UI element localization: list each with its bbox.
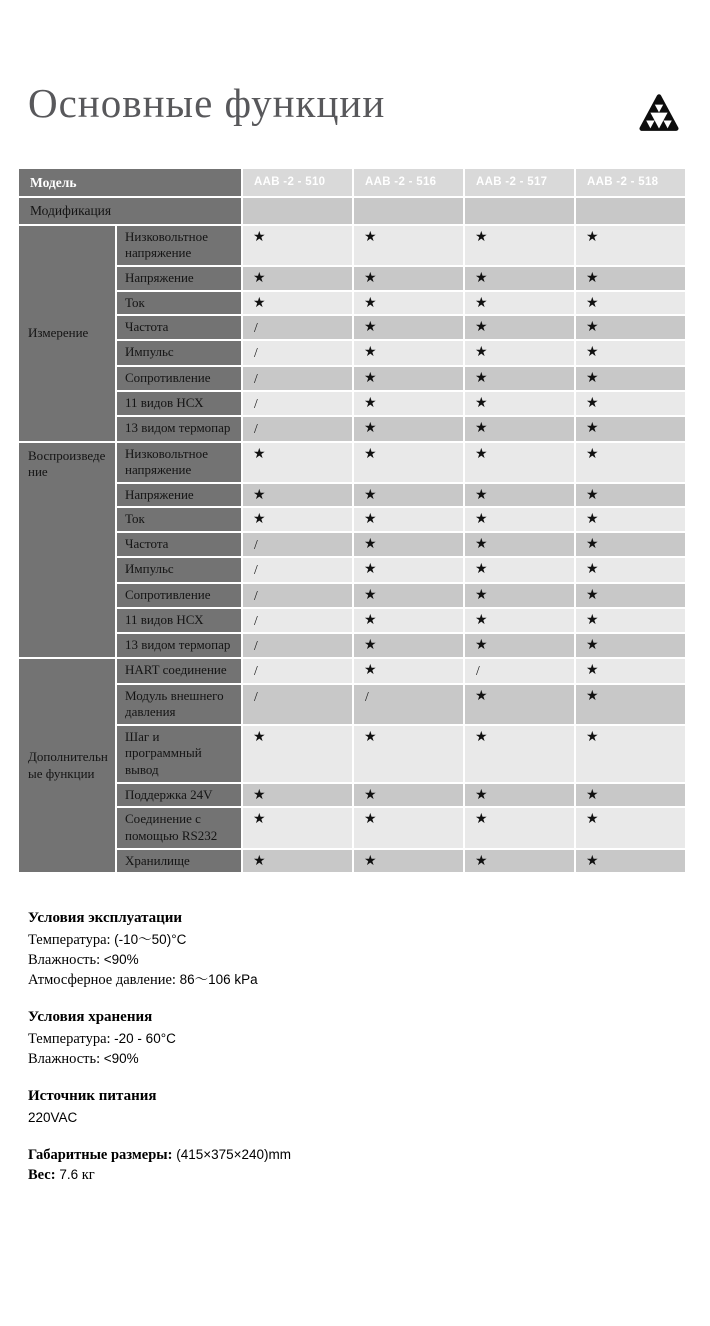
feature-available-cell: ★ bbox=[576, 558, 685, 581]
feature-available-cell: ★ bbox=[465, 417, 574, 440]
feature-unavailable-cell: / bbox=[243, 367, 352, 390]
modification-row-label: Модификация bbox=[19, 198, 241, 223]
feature-available-cell: ★ bbox=[576, 226, 685, 265]
feature-available-cell: ★ bbox=[465, 292, 574, 315]
spec-table bbox=[17, 167, 687, 874]
footer-line bbox=[28, 970, 710, 990]
table-row bbox=[19, 367, 685, 390]
feature-label: Напряжение bbox=[117, 267, 241, 290]
feature-label: 13 видом термопар bbox=[117, 634, 241, 657]
footer-text-segment: -20 - 60°C bbox=[114, 1031, 176, 1047]
feature-label: Импульс bbox=[117, 341, 241, 364]
table-row bbox=[19, 267, 685, 290]
feature-available-cell: ★ bbox=[243, 484, 352, 507]
feature-available-cell: ★ bbox=[465, 533, 574, 556]
feature-label: Частота bbox=[117, 533, 241, 556]
footer-text-segment: Атмосферное давление: bbox=[28, 972, 180, 989]
feature-available-cell: ★ bbox=[354, 508, 463, 531]
feature-available-cell: ★ bbox=[354, 634, 463, 657]
table-row bbox=[19, 341, 685, 364]
feature-available-cell: ★ bbox=[465, 726, 574, 782]
model-column-header: AAB -2 - 518 bbox=[576, 169, 685, 196]
feature-available-cell: ★ bbox=[354, 609, 463, 632]
feature-available-cell: ★ bbox=[354, 558, 463, 581]
feature-available-cell: ★ bbox=[576, 392, 685, 415]
feature-available-cell: ★ bbox=[354, 484, 463, 507]
feature-available-cell: ★ bbox=[465, 609, 574, 632]
table-row bbox=[19, 659, 685, 682]
table-row bbox=[19, 784, 685, 807]
modification-row bbox=[19, 198, 685, 223]
feature-label: 11 видов НСХ bbox=[117, 392, 241, 415]
feature-available-cell: ★ bbox=[576, 443, 685, 482]
feature-unavailable-cell: / bbox=[243, 558, 352, 581]
feature-unavailable-cell: / bbox=[243, 584, 352, 607]
footer-block bbox=[28, 908, 710, 990]
footer-text-segment: 86～106 kPa bbox=[179, 972, 258, 988]
company-logo-icon bbox=[638, 93, 680, 133]
feature-unavailable-cell: / bbox=[243, 634, 352, 657]
feature-label: Соединение с помощью RS232 bbox=[117, 808, 241, 847]
feature-available-cell: ★ bbox=[243, 850, 352, 873]
footer-heading: Условия хранения bbox=[28, 1009, 153, 1026]
feature-available-cell: ★ bbox=[576, 584, 685, 607]
table-row bbox=[19, 850, 685, 873]
feature-unavailable-cell: / bbox=[243, 341, 352, 364]
footer-line bbox=[28, 1108, 710, 1128]
group-label: Воспроизведение bbox=[19, 443, 115, 658]
feature-available-cell: ★ bbox=[576, 292, 685, 315]
feature-available-cell: ★ bbox=[354, 267, 463, 290]
feature-available-cell: ★ bbox=[243, 784, 352, 807]
feature-available-cell: ★ bbox=[465, 226, 574, 265]
footer-text-segment: Вес: bbox=[28, 1167, 56, 1184]
feature-available-cell: ★ bbox=[354, 533, 463, 556]
feature-label: Поддержка 24V bbox=[117, 784, 241, 807]
footer bbox=[28, 908, 710, 1185]
feature-available-cell: ★ bbox=[576, 267, 685, 290]
footer-text-segment: Влажность: bbox=[28, 952, 104, 969]
footer-line bbox=[28, 950, 710, 970]
feature-label: Сопротивление bbox=[117, 584, 241, 607]
table-row bbox=[19, 292, 685, 315]
feature-available-cell: ★ bbox=[354, 726, 463, 782]
feature-available-cell: ★ bbox=[354, 659, 463, 682]
feature-available-cell: ★ bbox=[354, 341, 463, 364]
feature-available-cell: ★ bbox=[465, 634, 574, 657]
footer-text-segment: Температура: bbox=[28, 932, 115, 949]
feature-available-cell: ★ bbox=[354, 392, 463, 415]
feature-available-cell: ★ bbox=[354, 850, 463, 873]
table-row bbox=[19, 392, 685, 415]
feature-available-cell: ★ bbox=[576, 508, 685, 531]
modification-value-cell bbox=[243, 198, 352, 223]
feature-available-cell: ★ bbox=[576, 726, 685, 782]
feature-available-cell: ★ bbox=[243, 226, 352, 265]
footer-text-segment: <90% bbox=[103, 952, 139, 968]
model-column-header: AAB -2 - 517 bbox=[465, 169, 574, 196]
feature-available-cell: ★ bbox=[354, 292, 463, 315]
feature-available-cell: ★ bbox=[465, 850, 574, 873]
feature-available-cell: ★ bbox=[465, 392, 574, 415]
feature-label: Сопротивление bbox=[117, 367, 241, 390]
footer-line bbox=[28, 1145, 710, 1165]
feature-available-cell: ★ bbox=[243, 267, 352, 290]
feature-available-cell: ★ bbox=[354, 226, 463, 265]
feature-available-cell: ★ bbox=[354, 316, 463, 339]
footer-line bbox=[28, 1049, 710, 1069]
table-row bbox=[19, 558, 685, 581]
feature-label: Напряжение bbox=[117, 484, 241, 507]
feature-available-cell: ★ bbox=[576, 417, 685, 440]
footer-block bbox=[28, 1007, 710, 1069]
feature-label: Импульс bbox=[117, 558, 241, 581]
feature-available-cell: ★ bbox=[576, 609, 685, 632]
table-row bbox=[19, 609, 685, 632]
group-label: Дополнительные функции bbox=[19, 659, 115, 872]
feature-available-cell: ★ bbox=[354, 784, 463, 807]
feature-unavailable-cell: / bbox=[243, 685, 352, 724]
table-row bbox=[19, 226, 685, 265]
feature-available-cell: ★ bbox=[576, 634, 685, 657]
feature-label: Модуль внешнего давления bbox=[117, 685, 241, 724]
modification-value-cell bbox=[576, 198, 685, 223]
feature-available-cell: ★ bbox=[243, 508, 352, 531]
table-row bbox=[19, 484, 685, 507]
footer-block bbox=[28, 1145, 710, 1185]
feature-available-cell: ★ bbox=[576, 784, 685, 807]
feature-label: Низковольтное напряжение bbox=[117, 226, 241, 265]
feature-available-cell: ★ bbox=[354, 443, 463, 482]
feature-unavailable-cell: / bbox=[243, 659, 352, 682]
feature-unavailable-cell: / bbox=[243, 417, 352, 440]
footer-text-segment: 7.6 bbox=[55, 1167, 79, 1183]
footer-line bbox=[28, 930, 710, 950]
footer-line bbox=[28, 1165, 710, 1185]
feature-label: HART соединение bbox=[117, 659, 241, 682]
table-row bbox=[19, 417, 685, 440]
model-row-label: Модель bbox=[19, 169, 241, 196]
table-row bbox=[19, 685, 685, 724]
feature-label: Ток bbox=[117, 508, 241, 531]
feature-available-cell: ★ bbox=[354, 584, 463, 607]
page bbox=[0, 80, 710, 1326]
feature-unavailable-cell: / bbox=[243, 609, 352, 632]
feature-label: Хранилище bbox=[117, 850, 241, 873]
feature-available-cell: ★ bbox=[576, 659, 685, 682]
feature-available-cell: ★ bbox=[465, 484, 574, 507]
feature-available-cell: ★ bbox=[465, 558, 574, 581]
footer-text-segment: кг bbox=[78, 1167, 95, 1184]
feature-available-cell: ★ bbox=[465, 808, 574, 847]
feature-available-cell: ★ bbox=[354, 367, 463, 390]
model-column-header: AAB -2 - 510 bbox=[243, 169, 352, 196]
feature-unavailable-cell: / bbox=[354, 685, 463, 724]
feature-unavailable-cell: / bbox=[243, 316, 352, 339]
feature-available-cell: ★ bbox=[576, 484, 685, 507]
feature-available-cell: ★ bbox=[354, 417, 463, 440]
feature-unavailable-cell: / bbox=[243, 533, 352, 556]
modification-value-cell bbox=[465, 198, 574, 223]
feature-available-cell: ★ bbox=[576, 808, 685, 847]
table-row bbox=[19, 316, 685, 339]
footer-block bbox=[28, 1086, 710, 1128]
page-title: Основные функции bbox=[28, 80, 386, 126]
footer-text-segment: (-10～50)°C bbox=[114, 932, 187, 948]
feature-available-cell: ★ bbox=[243, 726, 352, 782]
footer-text-segment: Температура: bbox=[28, 1031, 115, 1048]
feature-available-cell: ★ bbox=[576, 367, 685, 390]
feature-available-cell: ★ bbox=[465, 443, 574, 482]
feature-available-cell: ★ bbox=[243, 808, 352, 847]
footer-text-segment: <90% bbox=[103, 1051, 139, 1067]
model-column-header: AAB -2 - 516 bbox=[354, 169, 463, 196]
table-row bbox=[19, 508, 685, 531]
feature-available-cell: ★ bbox=[576, 341, 685, 364]
feature-label: 13 видом термопар bbox=[117, 417, 241, 440]
footer-heading: Источник питания bbox=[28, 1088, 157, 1105]
table-header-row bbox=[19, 169, 685, 196]
footer-text-segment: (415×375×240)mm bbox=[172, 1147, 292, 1163]
table-row bbox=[19, 726, 685, 782]
feature-available-cell: ★ bbox=[576, 685, 685, 724]
table-row bbox=[19, 533, 685, 556]
feature-available-cell: ★ bbox=[465, 685, 574, 724]
table-row bbox=[19, 634, 685, 657]
table-row bbox=[19, 443, 685, 482]
feature-available-cell: ★ bbox=[576, 533, 685, 556]
footer-line bbox=[28, 1029, 710, 1049]
feature-unavailable-cell: / bbox=[465, 659, 574, 682]
footer-text-segment: Габаритные размеры: bbox=[28, 1147, 173, 1164]
table-row bbox=[19, 808, 685, 847]
footer-text-segment: Влажность: bbox=[28, 1051, 104, 1068]
feature-available-cell: ★ bbox=[465, 316, 574, 339]
feature-available-cell: ★ bbox=[465, 341, 574, 364]
feature-label: Частота bbox=[117, 316, 241, 339]
footer-heading: Условия эксплуатации bbox=[28, 910, 183, 927]
feature-available-cell: ★ bbox=[465, 508, 574, 531]
feature-available-cell: ★ bbox=[243, 292, 352, 315]
feature-available-cell: ★ bbox=[576, 850, 685, 873]
modification-value-cell bbox=[354, 198, 463, 223]
table-row bbox=[19, 584, 685, 607]
feature-available-cell: ★ bbox=[354, 808, 463, 847]
feature-label: Шаг и программный вывод bbox=[117, 726, 241, 782]
feature-available-cell: ★ bbox=[465, 784, 574, 807]
feature-available-cell: ★ bbox=[465, 367, 574, 390]
feature-available-cell: ★ bbox=[465, 584, 574, 607]
group-label: Измерение bbox=[19, 226, 115, 441]
feature-available-cell: ★ bbox=[243, 443, 352, 482]
feature-label: 11 видов НСХ bbox=[117, 609, 241, 632]
feature-available-cell: ★ bbox=[465, 267, 574, 290]
footer-text-segment: 220VAC bbox=[28, 1110, 78, 1126]
feature-label: Низковольтное напряжение bbox=[117, 443, 241, 482]
feature-available-cell: ★ bbox=[576, 316, 685, 339]
feature-label: Ток bbox=[117, 292, 241, 315]
feature-unavailable-cell: / bbox=[243, 392, 352, 415]
